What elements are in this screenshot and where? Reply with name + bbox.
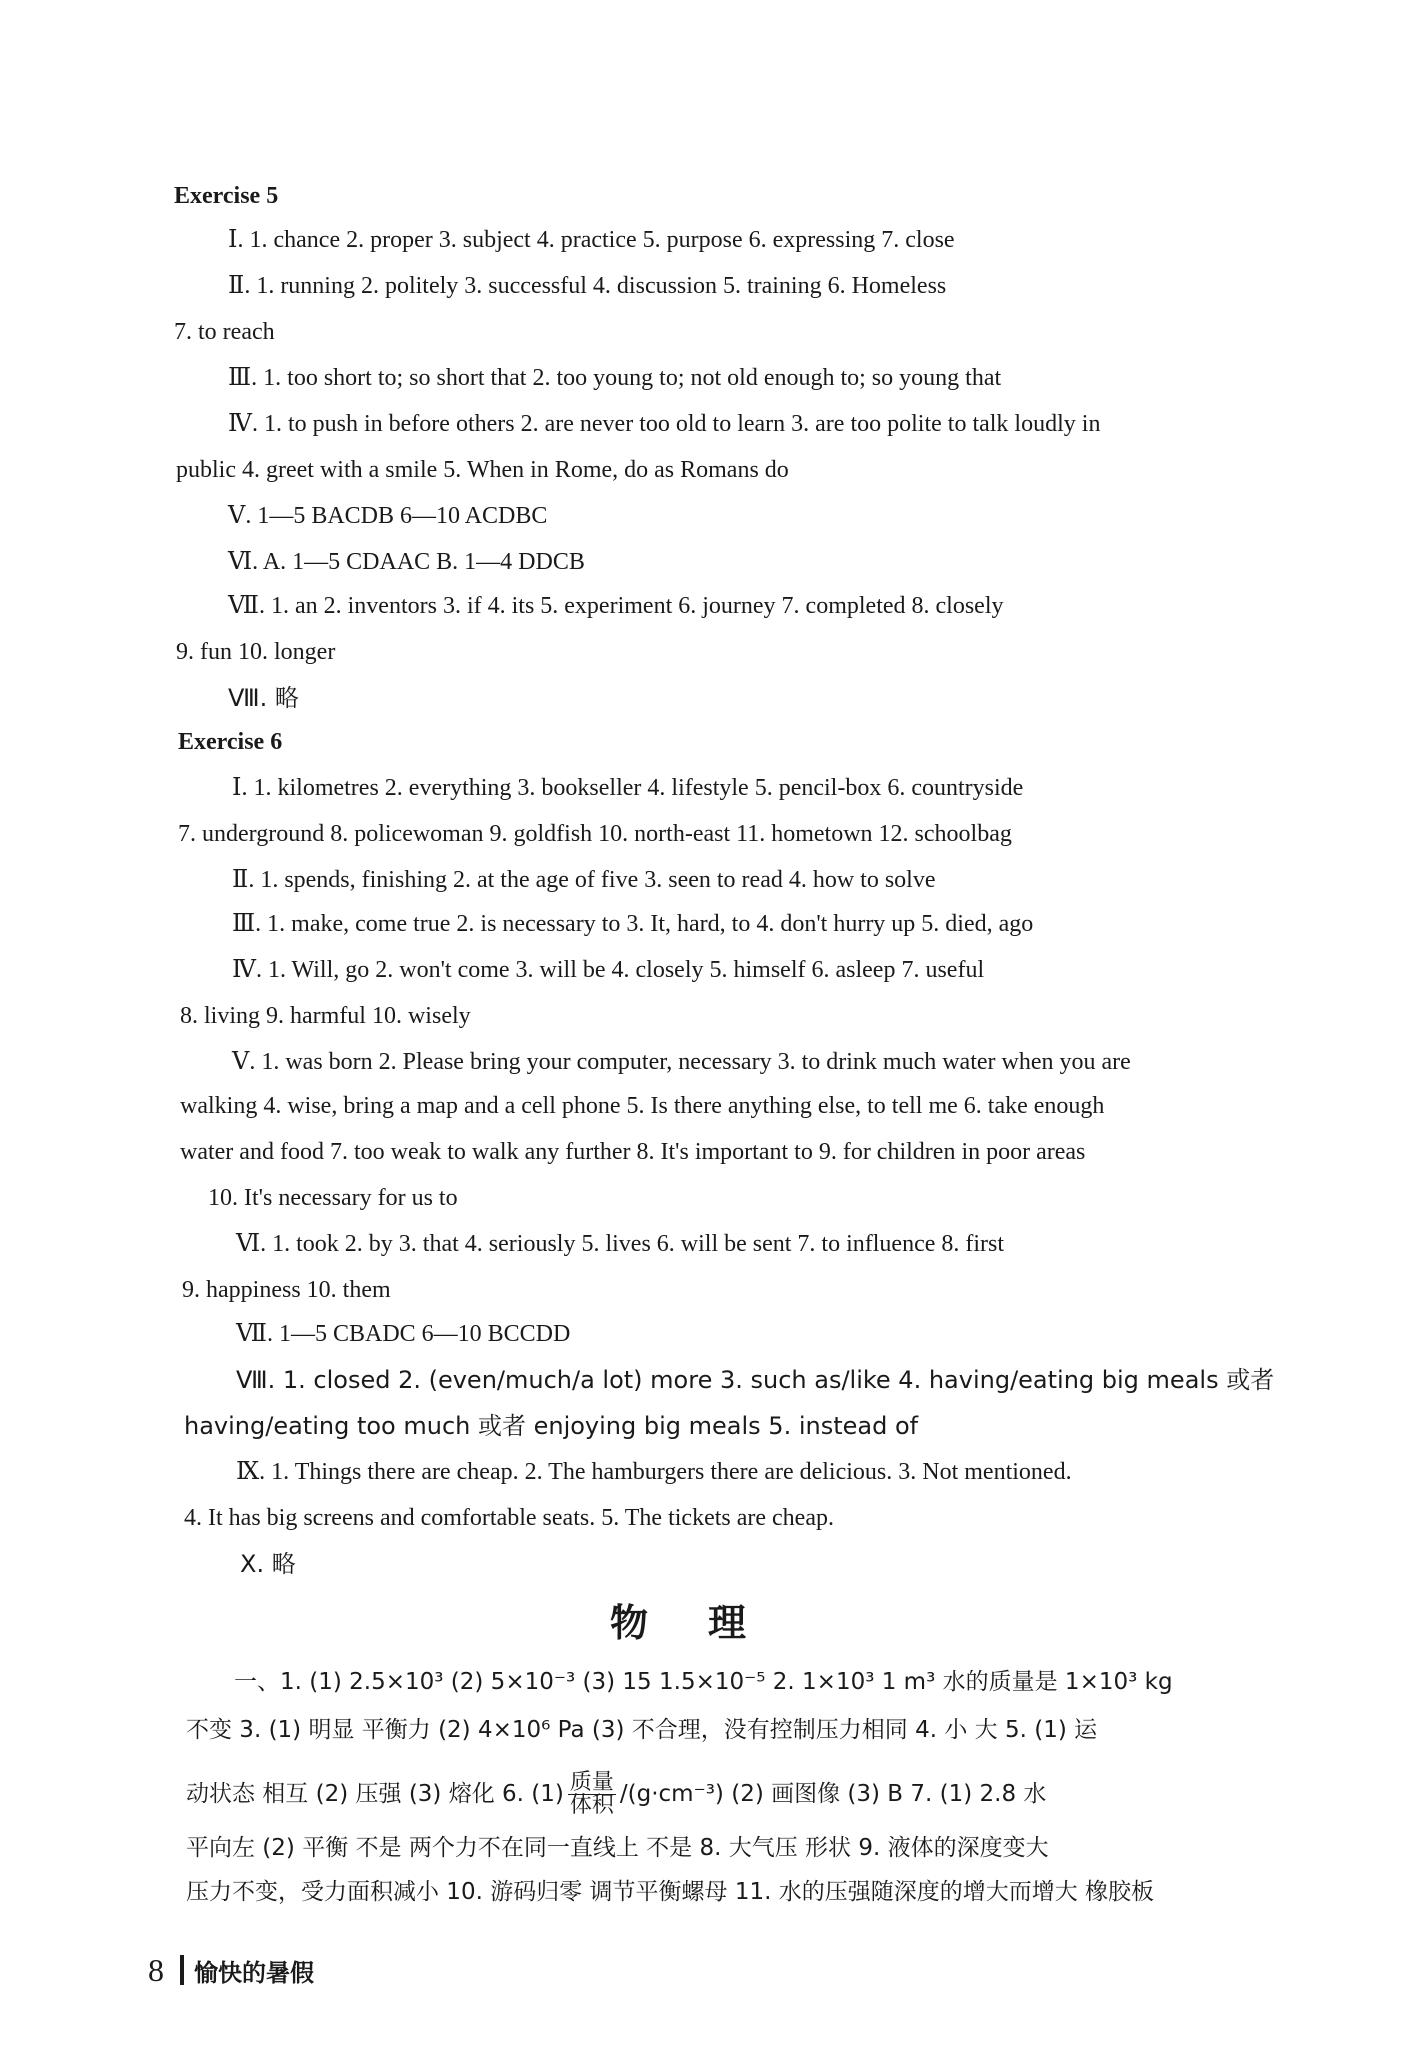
ex5-line: Ⅶ. 1. an 2. inventors 3. if 4. its 5. experiment 6. journey 7. completed 8. closely [228, 593, 1004, 619]
ex6-line: water and food 7. too weak to walk any further 8. It's important to 9. for children in poor areas [180, 1139, 1086, 1165]
footer-divider [180, 1955, 184, 1985]
ex5-line: Ⅷ. 略 [228, 684, 299, 712]
ex6-line: Ⅶ. 1—5 CBADC 6—10 BCCDD [236, 1321, 571, 1347]
ex5-line: Ⅰ. 1. chance 2. proper 3. subject 4. practice 5. purpose 6. expressing 7. close [228, 227, 955, 253]
ex5-line: 7. to reach [174, 319, 275, 345]
physics-line: 一、1. (1) 2.5×10³ (2) 5×10⁻³ (3) 15 1.5×10⁻⁵ 2. 1×10³ 1 m³ 水的质量是 1×10³ kg [234, 1669, 1173, 1695]
ex5-line: public 4. greet with a smile 5. When in Rome, do as Romans do [176, 457, 789, 483]
ex6-line: 7. underground 8. policewoman 9. goldfish 10. north-east 11. hometown 12. schoolbag [178, 821, 1012, 847]
ex6-line: 4. It has big screens and comfortable seats. 5. The tickets are cheap. [184, 1505, 834, 1531]
physics-line: 平向左 (2) 平衡 不是 两个力不在同一直线上 不是 8. 大气压 形状 9. 液体的深度变大 [186, 1835, 1049, 1861]
exercise6-title: Exercise 6 [178, 729, 283, 755]
physics-line-fraction [0, 1768, 1416, 1820]
ex6-line: Ⅲ. 1. make, come true 2. is necessary to 3. It, hard, to 4. don't hurry up 5. died, ago [232, 911, 1034, 937]
page-number: 8 [148, 1951, 164, 1988]
ex6-line: having/eating too much 或者 enjoying big meals 5. instead of [184, 1412, 919, 1440]
physics-line3-end: /(g·cm⁻³) (2) 画图像 (3) B 7. (1) 2.8 水 [619, 1781, 1047, 1807]
physics-line: 不变 3. (1) 明显 平衡力 (2) 4×10⁶ Pa (3) 不合理，没有控制压力相同 4. 小 大 5. (1) 运 [186, 1717, 1098, 1743]
physics-line: 压力不变，受力面积减小 10. 游码归零 调节平衡螺母 11. 水的压强随深度的增大而增大 橡胶板 [186, 1879, 1155, 1905]
physics-title: 物理 [609, 1601, 806, 1645]
ex6-line: Ⅹ. 略 [240, 1550, 296, 1578]
ex5-line: Ⅵ. A. 1—5 CDAAC B. 1—4 DDCB [228, 549, 585, 575]
ex6-line: 10. It's necessary for us to [208, 1185, 458, 1211]
fraction-denominator: 体积 [569, 1792, 614, 1818]
ex6-line: Ⅸ. 1. Things there are cheap. 2. The hamburgers there are delicious. 3. Not mentioned. [236, 1459, 1072, 1485]
ex5-line: Ⅳ. 1. to push in before others 2. are never too old to learn 3. are too polite to talk loudly in [228, 411, 1101, 437]
book-title: 愉快的暑假 [194, 1958, 314, 1987]
ex6-line: Ⅰ. 1. kilometres 2. everything 3. bookseller 4. lifestyle 5. pencil-box 6. countryside [232, 775, 1024, 801]
ex5-line: 9. fun 10. longer [176, 639, 336, 665]
ex6-line: 8. living 9. harmful 10. wisely [180, 1003, 471, 1029]
physics-line3-start: 动状态 相互 (2) 压强 (3) 熔化 6. (1) [186, 1781, 564, 1807]
ex6-line: Ⅱ. 1. spends, finishing 2. at the age of five 3. seen to read 4. how to solve [232, 867, 936, 893]
fraction-numerator: 质量 [569, 1769, 614, 1795]
ex6-line: Ⅴ. 1. was born 2. Please bring your computer, necessary 3. to drink much water when you are [232, 1049, 1131, 1075]
density-fraction [568, 1769, 616, 1818]
ex5-line: Ⅱ. 1. running 2. politely 3. successful 4. discussion 5. training 6. Homeless [228, 273, 947, 299]
exercise5-title: Exercise 5 [174, 183, 279, 209]
ex6-line: Ⅳ. 1. Will, go 2. won't come 3. will be 4. closely 5. himself 6. asleep 7. useful [232, 957, 985, 983]
ex5-line: Ⅴ. 1—5 BACDB 6—10 ACDBC [228, 503, 548, 529]
ex6-line: Ⅷ. 1. closed 2. (even/much/a lot) more 3. such as/like 4. having/eating big meals 或者 [236, 1366, 1275, 1394]
ex5-line: Ⅲ. 1. too short to; so short that 2. too young to; not old enough to; so young that [228, 365, 1002, 391]
ex6-line: Ⅵ. 1. took 2. by 3. that 4. seriously 5. lives 6. will be sent 7. to influence 8. first [236, 1231, 1005, 1257]
ex6-line: walking 4. wise, bring a map and a cell phone 5. Is there anything else, to tell me 6. take enough [180, 1093, 1105, 1119]
ex6-line: 9. happiness 10. them [182, 1277, 391, 1303]
page-footer [148, 1950, 314, 1990]
